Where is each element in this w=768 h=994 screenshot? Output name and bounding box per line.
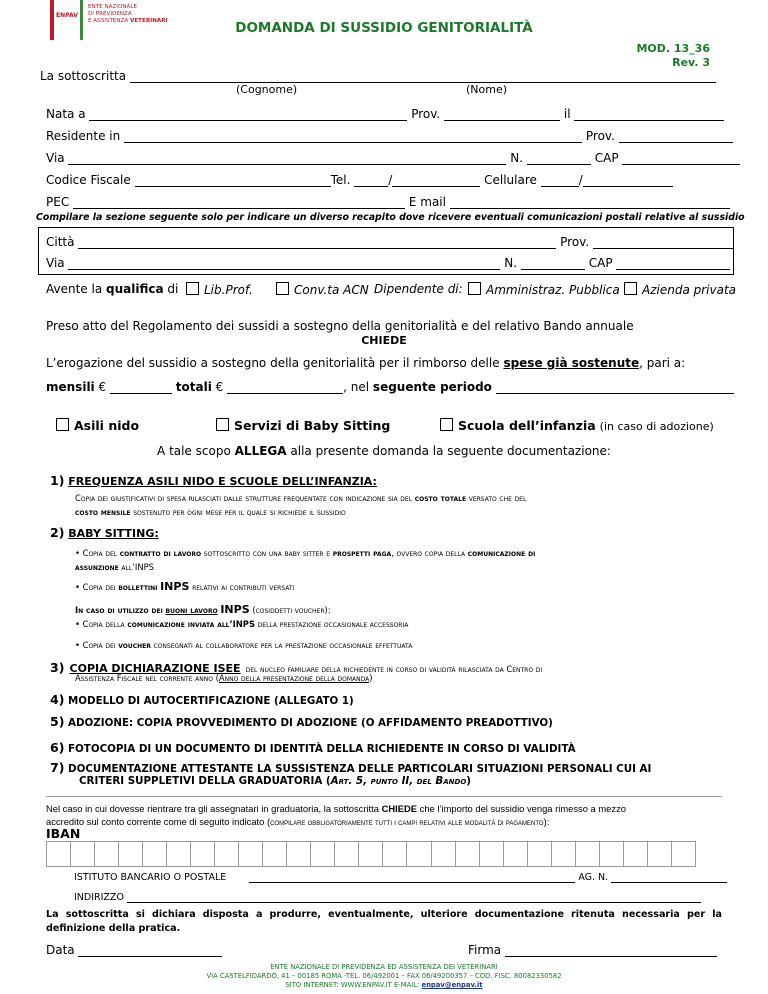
- allega-line: A tale scopo ALLEGA alla presente domanda la seguente documentazione:: [157, 444, 611, 458]
- item-2-c: In caso di utilizzo dei buoni lavoro INPS (cosiddetti voucher):: [75, 603, 331, 616]
- row-via: Via N. CAP: [46, 151, 740, 165]
- item-7: 7) DOCUMENTAZIONE ATTESTANTE LA SUSSISTENZA DELLE PARTICOLARI SITUAZIONI PERSONALI CUI AI: [50, 760, 652, 775]
- iban-cell[interactable]: [263, 842, 287, 866]
- field-birthplace[interactable]: [89, 108, 407, 121]
- item-1: 1) FREQUENZA ASILI NIDO E SCUOLE DELL’INFANZIA:: [50, 473, 377, 488]
- item-3-desc: Assistenza Fiscale nel corrente anno (Anno della presentazione della domanda): [75, 673, 373, 683]
- item-2-e: • Copia dei voucher consegnati al collaboratore per la prestazione occasionale effettuata: [75, 640, 413, 650]
- iban-cell[interactable]: [600, 842, 624, 866]
- row-indirizzo: INDIRIZZO: [74, 892, 701, 903]
- item-2-a: • Copia del contratto di lavoro sottoscritto con una baby sitter e prospetti paga, ovvero copia della comunicazione di assunzione all’INPS: [75, 548, 536, 572]
- iban-cell[interactable]: [528, 842, 552, 866]
- field-agenzia[interactable]: [611, 872, 727, 883]
- label-nome: (Nome): [466, 83, 508, 96]
- iban-cell[interactable]: [143, 842, 167, 866]
- field-residence[interactable]: [124, 130, 582, 143]
- option-amministrazione[interactable]: Amministraz. Pubblica: [468, 282, 620, 297]
- iban-cell[interactable]: [239, 842, 263, 866]
- row-istituto: ISTITUTO BANCARIO O POSTALE AG. N.: [74, 872, 727, 883]
- row-cf: Codice Fiscale Tel. / Cellulare /: [46, 173, 673, 187]
- iban-cell[interactable]: [71, 842, 95, 866]
- checkbox-scuola-infanzia[interactable]: [440, 418, 453, 431]
- row-alt-via: Via N. CAP: [46, 256, 730, 270]
- iban-cell[interactable]: [95, 842, 119, 866]
- item-7-line2: CRITERI SUPPLETIVI DELLA GRADUATORIA (Art. 5, punto II, del Bando): [79, 775, 472, 787]
- page-title: DOMANDA DI SUSSIDIO GENITORIALITÀ: [235, 20, 533, 36]
- option-lib-prof[interactable]: Lib.Prof.: [186, 282, 253, 297]
- row-data: Data: [46, 943, 222, 957]
- iban-cell[interactable]: [119, 842, 143, 866]
- field-mensili[interactable]: [110, 381, 172, 394]
- logo-abbr: ENPAV: [56, 12, 78, 19]
- alt-address-note: Compilare la sezione seguente solo per indicare un diverso recapito dove ricevere eventuali comunicazioni postali relative al sussidio: [36, 212, 745, 223]
- field-istituto[interactable]: [249, 872, 575, 883]
- iban-cell[interactable]: [407, 842, 431, 866]
- row-nata: Nata a Prov. il: [46, 107, 724, 121]
- item-6: 6) FOTOCOPIA DI UN DOCUMENTO DI IDENTITÀ DELLA RICHIEDENTE IN CORSO DI VALIDITÀ: [50, 740, 576, 755]
- chiede-heading: CHIEDE: [361, 334, 407, 347]
- iban-cell[interactable]: [672, 842, 695, 866]
- label-dipendente: Dipendente di:: [374, 282, 463, 296]
- preso-atto: Preso atto del Regolamento dei sussidi a sostegno della genitorialità e del relativo Bando annuale: [46, 319, 634, 333]
- iban-intro: Nel caso in cui dovesse rientrare tra gli assegnatari in graduatoria, la sottoscritta CHIEDE che l’importo del sussidio venga rimesso a mezzo accredito sul conto corrente come di seguito indicato (compilare obbligatoriamente tutti i campi relativi alle modalità di pagamento):: [46, 803, 626, 827]
- form-code: MOD. 13_36: [636, 42, 710, 55]
- checkbox-amministrazione[interactable]: [468, 282, 481, 295]
- field-pec[interactable]: [73, 196, 405, 209]
- separator-line: [46, 796, 722, 797]
- row-amounts: mensili € totali € , nel seguente periodo: [46, 380, 734, 394]
- item-5: 5) ADOZIONE: COPIA PROVVEDIMENTO DI ADOZIONE (O AFFIDAMENTO PREADOTTIVO): [50, 714, 553, 729]
- field-alt-cap[interactable]: [616, 257, 730, 270]
- field-street[interactable]: [68, 152, 506, 165]
- field-data[interactable]: [78, 944, 222, 957]
- iban-grid[interactable]: [46, 841, 696, 867]
- field-birth-prov[interactable]: [444, 108, 560, 121]
- checkbox-baby-sitting[interactable]: [216, 418, 229, 431]
- checkbox-azienda[interactable]: [624, 282, 637, 295]
- option-azienda[interactable]: Azienda privata: [624, 282, 736, 297]
- option-baby-sitting[interactable]: Servizi di Baby Sitting: [216, 418, 390, 433]
- row-citta: Città Prov.: [46, 235, 733, 249]
- row-pec: PEC E mail: [46, 195, 730, 209]
- iban-cell[interactable]: [287, 842, 311, 866]
- field-alt-number[interactable]: [521, 257, 585, 270]
- field-totali[interactable]: [227, 381, 343, 394]
- iban-cell[interactable]: [648, 842, 672, 866]
- field-residence-prov[interactable]: [619, 130, 733, 143]
- field-alt-city[interactable]: [78, 236, 556, 249]
- field-alt-prov[interactable]: [593, 236, 733, 249]
- field-number[interactable]: [527, 152, 591, 165]
- row-firma: Firma: [468, 943, 717, 957]
- option-asili-nido[interactable]: Asili nido: [56, 418, 139, 433]
- iban-cell[interactable]: [311, 842, 335, 866]
- iban-cell[interactable]: [576, 842, 600, 866]
- iban-cell[interactable]: [47, 842, 71, 866]
- iban-cell[interactable]: [432, 842, 456, 866]
- item-4: 4) MODELLO DI AUTOCERTIFICAZIONE (ALLEGATO 1): [50, 692, 354, 707]
- erogazione: L’erogazione del sussidio a sostegno della genitorialità per il rimborso delle spese già sostenute, pari a:: [46, 356, 686, 370]
- iban-cell[interactable]: [552, 842, 576, 866]
- item-2-d: • Copia della comunicazione inviata all’INPS della prestazione occasionale accessoria: [75, 619, 409, 629]
- iban-cell[interactable]: [191, 842, 215, 866]
- checkbox-lib-prof[interactable]: [186, 282, 199, 295]
- option-conv-acn[interactable]: Conv.ta ACN: [276, 282, 369, 297]
- iban-cell[interactable]: [167, 842, 191, 866]
- field-cell[interactable]: [583, 174, 673, 187]
- iban-cell[interactable]: [624, 842, 648, 866]
- item-1-desc: Copia dei giustificativi di spesa rilasciati dalle strutture frequentate con indicazione sia del costo totale versato che del costo mensile sostenuto per ogni mese per il quale si richiede il sussidio: [75, 493, 527, 517]
- iban-label: IBAN: [46, 826, 81, 841]
- field-tel-prefix[interactable]: [354, 174, 388, 187]
- field-alt-street[interactable]: [68, 257, 500, 270]
- row-sottoscritta: La sottoscritta: [40, 69, 716, 83]
- field-cell-prefix[interactable]: [541, 174, 579, 187]
- field-name[interactable]: [130, 70, 716, 83]
- footer: ENTE NAZIONALE DI PREVIDENZA ED ASSISTENZA DEI VETERINARI VIA CASTELFIDARDO, 41 – 00185 ROMA -TEL. 06/492001 – FAX 06/49200357 – COD. FISC. 80082330582 SITO INTERNET: WWW.ENPAV.IT E-MAIL: enpav@enpav.it: [206, 963, 562, 989]
- field-cap[interactable]: [622, 152, 740, 165]
- form-revision: Rev. 3: [672, 56, 710, 69]
- field-tel[interactable]: [392, 174, 480, 187]
- item-2: 2) BABY SITTING:: [50, 525, 159, 540]
- option-scuola-infanzia[interactable]: Scuola dell’infanzia (in caso di adozione): [440, 418, 714, 433]
- logo-text: ENTE NAZIONALE DI PREVIDENZA E ASSISTENZA VETERINARI: [88, 4, 168, 24]
- item-2-b: • Copia dei bollettini INPS relativi ai contributi versati: [75, 580, 295, 593]
- field-birthdate[interactable]: [574, 108, 724, 121]
- footer-email-link[interactable]: enpav@enpav.it: [421, 981, 483, 989]
- field-codice-fiscale[interactable]: [135, 174, 331, 187]
- iban-cell[interactable]: [215, 842, 239, 866]
- field-periodo[interactable]: [496, 381, 734, 394]
- row-residente: Residente in Prov.: [46, 129, 733, 143]
- iban-cell[interactable]: [480, 842, 504, 866]
- checkbox-asili-nido[interactable]: [56, 418, 69, 431]
- iban-cell[interactable]: [383, 842, 407, 866]
- field-indirizzo[interactable]: [127, 892, 701, 903]
- declaration: La sottoscritta si dichiara disposta a produrre, eventualmente, ulteriore documentazione ritenuta necessaria per la definizione della pratica.: [46, 909, 722, 934]
- row-qualifica: Avente la qualifica di: [46, 282, 179, 296]
- item-3: 3) COPIA DICHIARAZIONE ISEE del nucleo familiare della richiedente in corso di validità rilasciata da Centro di: [50, 660, 543, 675]
- checkbox-conv-acn[interactable]: [276, 282, 289, 295]
- iban-cell[interactable]: [335, 842, 359, 866]
- iban-cell[interactable]: [456, 842, 480, 866]
- iban-cell[interactable]: [359, 842, 383, 866]
- label-cognome: (Cognome): [236, 83, 298, 96]
- iban-cell[interactable]: [504, 842, 528, 866]
- field-firma[interactable]: [505, 944, 717, 957]
- field-email[interactable]: [450, 196, 730, 209]
